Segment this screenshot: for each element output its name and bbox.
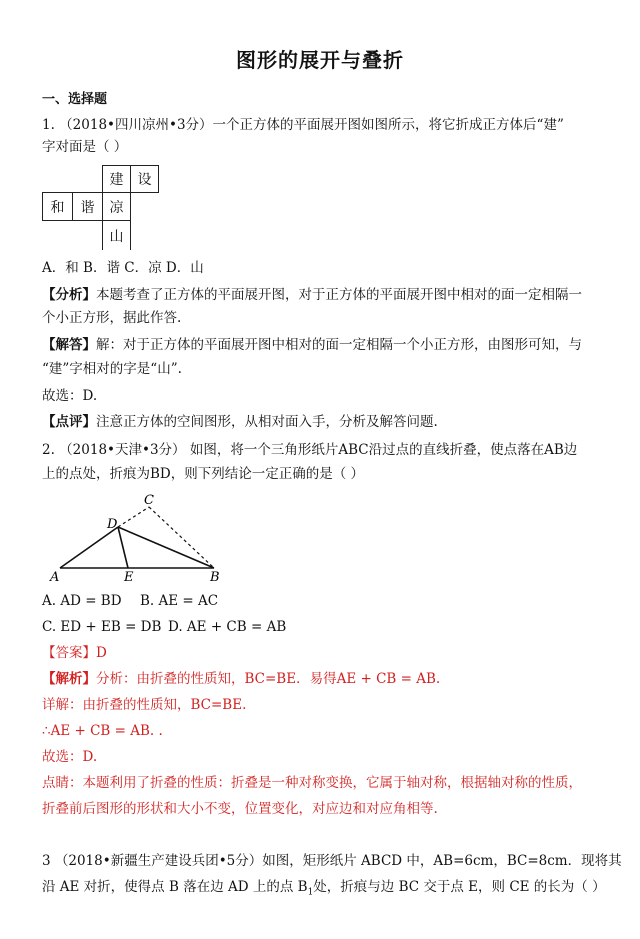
q1-answer-line2: “建”字相对的字是“山”. <box>42 361 182 377</box>
label-b: B <box>210 570 220 585</box>
q1-stem-line2: 字对面是（ ） <box>42 139 128 155</box>
q3-subscript: 1 <box>307 887 314 898</box>
section-heading: 一、选择题 <box>42 92 108 107</box>
q2-stem-line2: 上的点处，折痕为BD，则下列结论一定正确的是（ ） <box>42 466 365 482</box>
q1-analysis-line2: 个小正方形，据此作答. <box>42 310 182 326</box>
label-e: E <box>124 570 134 585</box>
q2-option-c: C. ED + EB = DB <box>42 619 162 635</box>
triangle-fold-figure <box>40 490 240 585</box>
net-cell-top-left: 建 <box>102 165 131 193</box>
label-c: C <box>144 493 154 508</box>
jiexi-text: 分析：由折叠的性质知，BC=BE．易得AE + CB = AB. <box>96 671 441 687</box>
q1-stem-line1: 1. （2018•四川凉州•3分）一个正方体的平面展开图如图所示，将它折成正方体后“建” <box>42 117 564 133</box>
label-d: D <box>107 517 118 532</box>
q1-comment <box>42 413 438 431</box>
label-a: A <box>50 570 60 585</box>
segment-dc-dashed <box>118 507 149 527</box>
q3-stem-line1: 3 （2018•新疆生产建设兵团•5分）如图，矩形纸片 ABCD 中，AB=6cm，BC=8cm．现将其 <box>42 853 622 869</box>
q2-option-a: A. AD = BD <box>42 593 122 609</box>
net-cell-mid-left: 和 <box>42 192 73 221</box>
q2-answer-key: 【答案】D <box>42 645 107 661</box>
jiexi-tag: 【解析】 <box>42 671 96 687</box>
segment-db <box>118 527 214 568</box>
q2-option-b: B. AE = AC <box>140 593 219 609</box>
net-cell-mid-right: 凉 <box>102 192 131 221</box>
comment-text: 注意正方体的空间图形，从相对面入手，分析及解答问题. <box>96 414 438 430</box>
q2-dianjing-line2: 折叠前后图形的形状和大小不变，位置变化，对应边和对应角相等. <box>42 801 438 817</box>
q2-option-d: D. AE + CB = AB <box>168 619 287 635</box>
comment-tag: 【点评】 <box>42 414 96 430</box>
q3-stem-line2 <box>42 878 606 902</box>
page-title: 图形的展开与叠折 <box>236 48 404 72</box>
answer-tag: 【解答】 <box>42 337 96 353</box>
q1-options: A．和 B．谐 C．凉 D．山 <box>42 260 204 276</box>
q2-detail: 详解：由折叠的性质知，BC=BE. <box>42 697 247 713</box>
q2-dianjing-line1: 点睛：本题利用了折叠的性质：折叠是一种对称变换，它属于轴对称，根据轴对称的性质， <box>42 775 582 791</box>
net-cell-bottom: 山 <box>102 220 131 250</box>
q3-stem-line2-pre: 沿 AE 对折，使得点 B 落在边 AD 上的点 B <box>42 879 308 895</box>
q2-jiexi <box>42 670 440 688</box>
net-cell-mid-mid: 谐 <box>72 192 103 221</box>
q2-therefore: ∴AE + CB = AB. . <box>42 723 163 739</box>
net-cell-top-right: 设 <box>130 165 159 193</box>
segment-de <box>118 527 128 568</box>
analysis-text: 本题考查了正方体的平面展开图，对于正方体的平面展开图中相对的面一定相隔一 <box>96 287 582 303</box>
segment-cb-dashed <box>149 507 214 568</box>
q1-choice: 故选：D. <box>42 388 98 404</box>
q1-analysis-line1 <box>42 286 582 304</box>
q3-stem-line2-post: 处，折痕与边 BC 交于点 E，则 CE 的长为（ ） <box>313 879 606 895</box>
answer-text: 解：对于正方体的平面展开图中相对的面一定相隔一个小正方形，由图形可知，与 <box>96 337 582 353</box>
analysis-tag: 【分析】 <box>42 287 96 303</box>
cube-net-figure <box>42 165 162 255</box>
q2-stem-line1: 2. （2018•天津•3分） 如图，将一个三角形纸片ABC沿过点的直线折叠，使点落在AB边 <box>42 442 578 458</box>
q1-answer-line1 <box>42 336 582 354</box>
q2-choice: 故选：D. <box>42 749 98 765</box>
segment-ad <box>60 527 118 568</box>
